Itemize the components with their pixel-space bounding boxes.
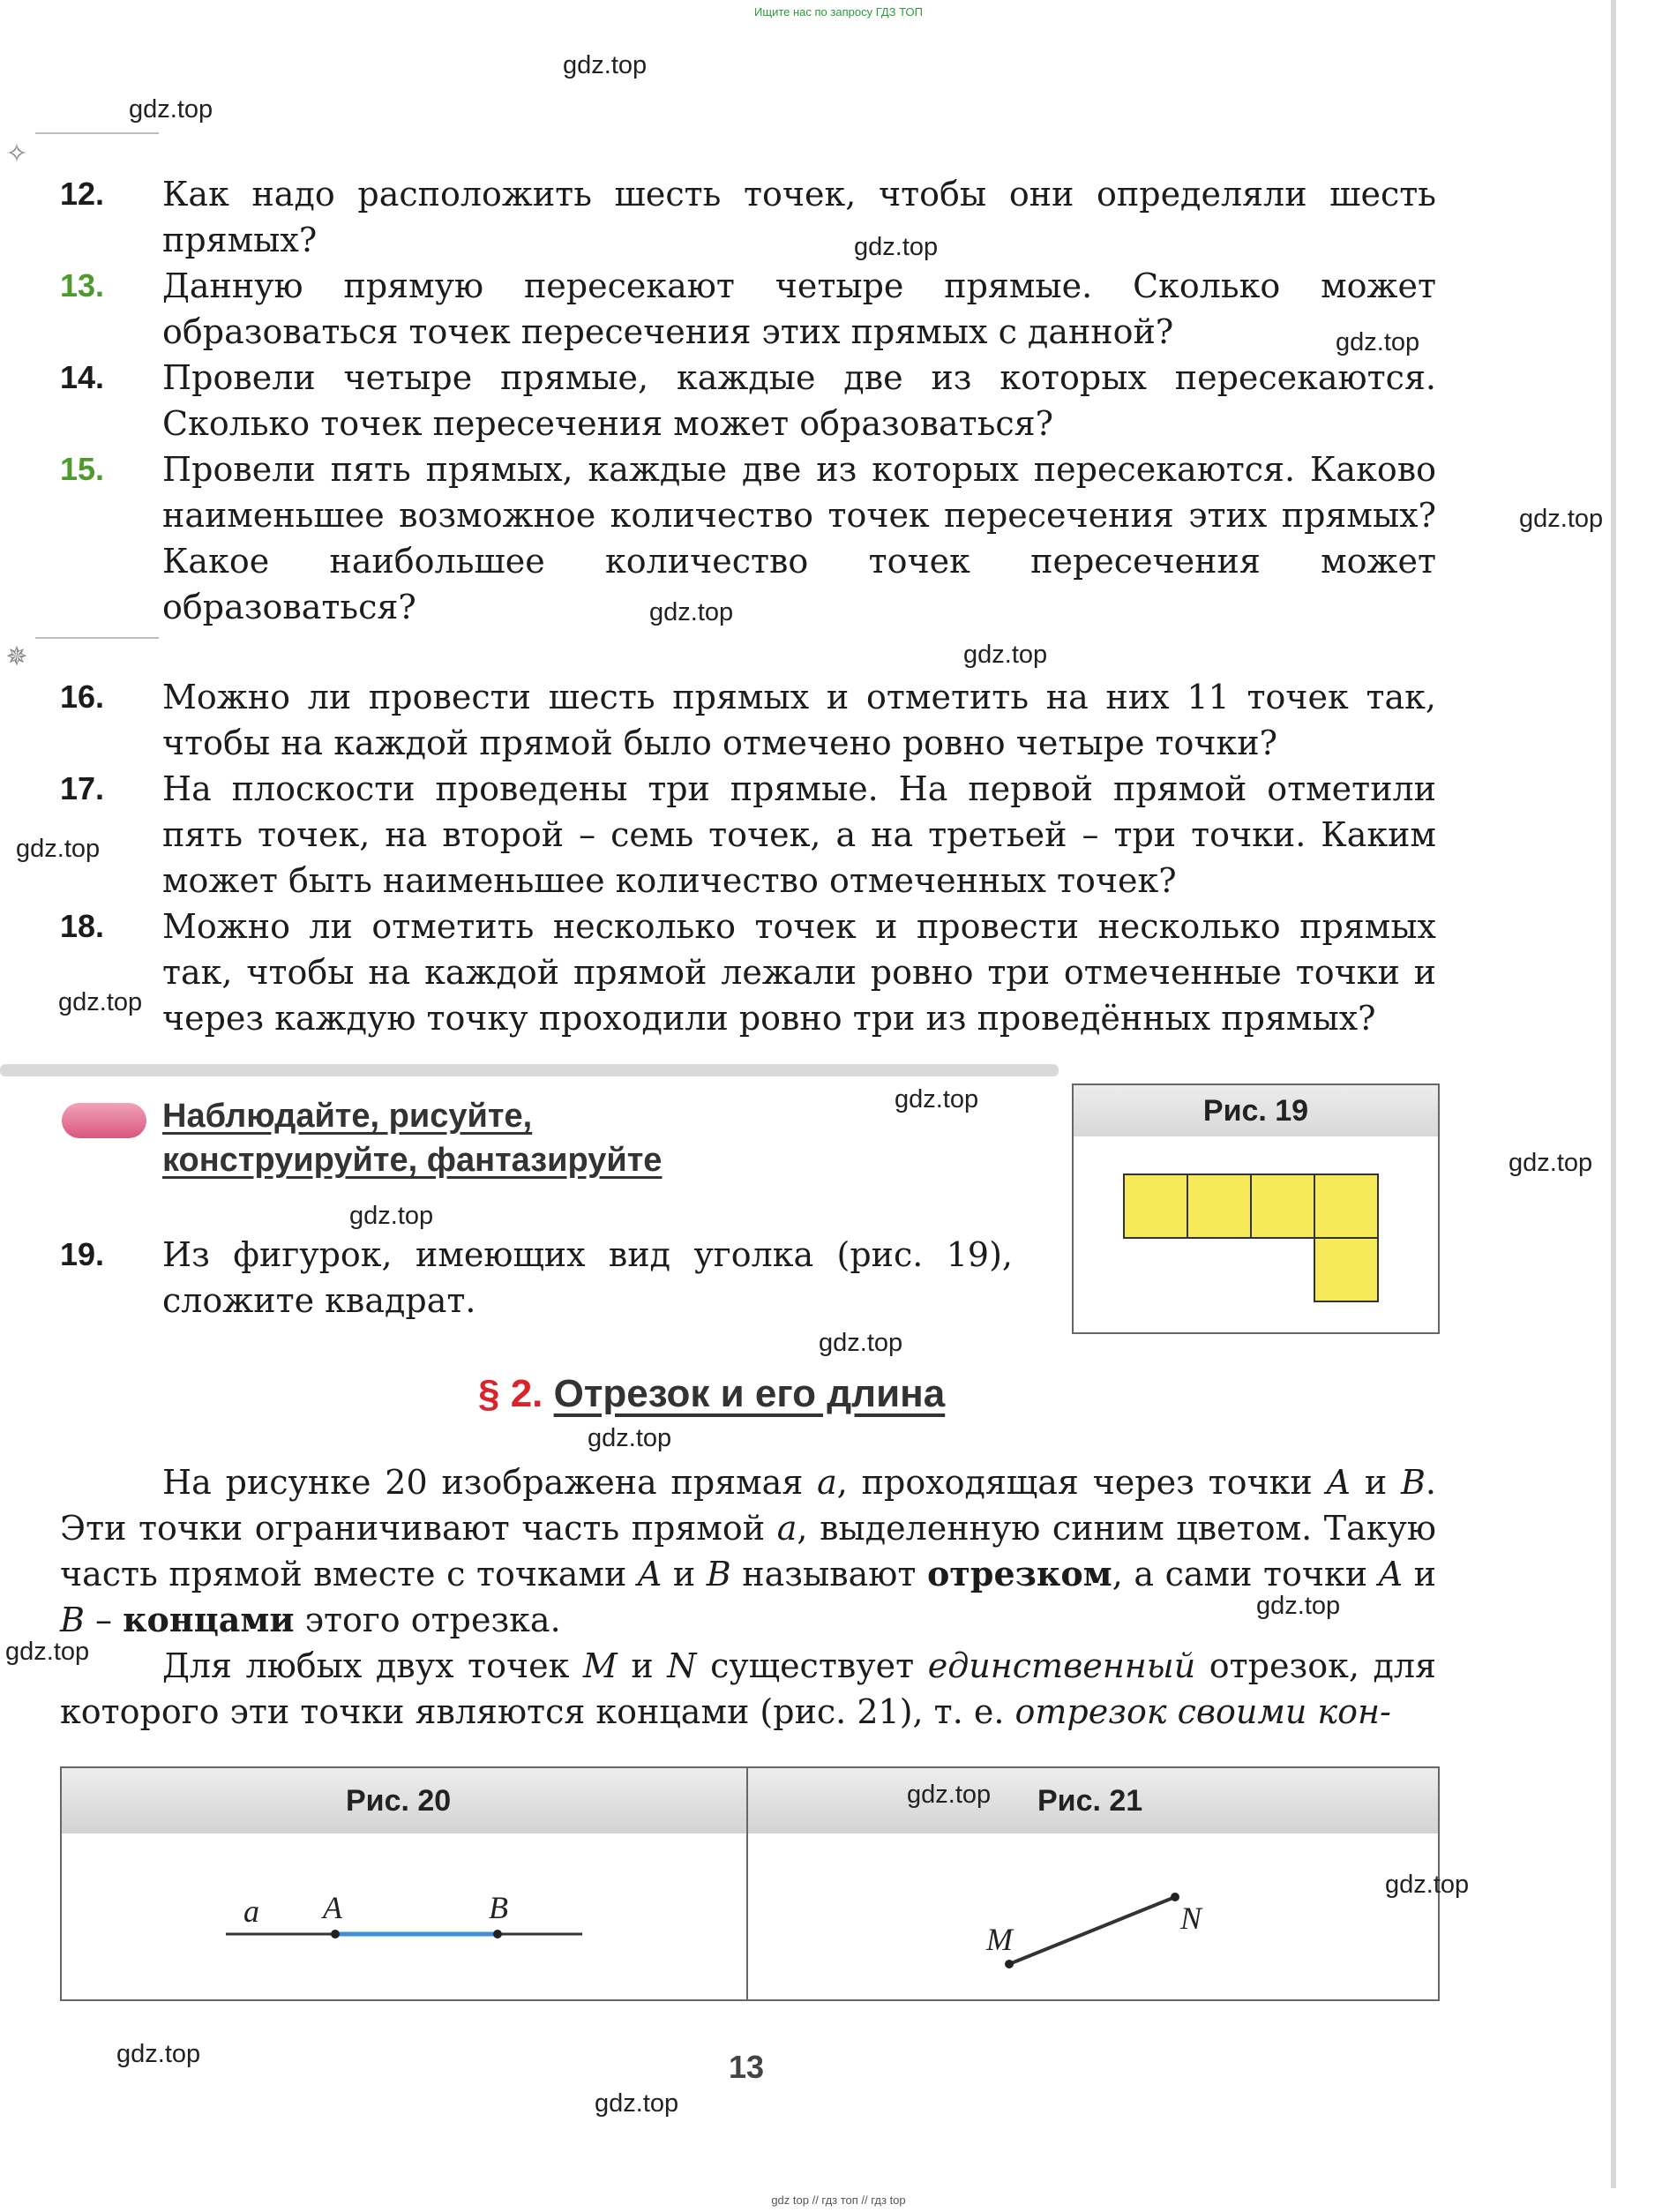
header-note: Ищите нас по запросу ГДЗ ТОП xyxy=(754,5,923,19)
watermark: gdz.top xyxy=(649,598,734,626)
watermark: gdz.top xyxy=(895,1085,979,1113)
point-a-label: A xyxy=(323,1890,342,1925)
point-m-dot xyxy=(1005,1960,1014,1968)
task-number: 19. xyxy=(60,1236,105,1272)
task-14 xyxy=(60,355,1436,446)
task-number: 12. xyxy=(60,176,105,212)
yellow-square xyxy=(1250,1173,1315,1239)
task-16 xyxy=(60,674,1436,766)
figures-drawing xyxy=(62,1833,1438,1998)
task-text: Из фигурок, имеющих вид уголка (рис. 19), сложите квадрат. xyxy=(162,1235,1013,1320)
watermark: gdz.top xyxy=(116,2040,201,2068)
watermark: gdz.top xyxy=(595,2089,679,2118)
yellow-square xyxy=(1314,1173,1379,1239)
task-text: Провели четыре прямые, каждые две из которых пересекаются. Сколько точек пересечения может образоваться? xyxy=(162,358,1436,443)
observe-title-line2: конструируйте, фантазируйте xyxy=(162,1142,663,1179)
task-12 xyxy=(60,171,1436,263)
figure-19 xyxy=(1072,1084,1440,1334)
task-17 xyxy=(60,766,1436,904)
watermark: gdz.top xyxy=(963,641,1048,669)
task-text: Данную прямую пересекают четыре прямые. Сколько может образоваться точек пересечения этих прямых с данной? xyxy=(162,266,1436,351)
watermark: gdz.top xyxy=(129,95,213,124)
task-number: 16. xyxy=(60,679,105,715)
line-a-label: a xyxy=(243,1893,259,1929)
watermark: gdz.top xyxy=(1385,1871,1470,1899)
pink-pill-marker xyxy=(62,1103,146,1138)
watermark: gdz.top xyxy=(588,1424,672,1452)
observe-title-line1: Наблюдайте, рисуйте, xyxy=(162,1098,533,1135)
watermark: gdz.top xyxy=(58,988,143,1016)
watermark: gdz.top xyxy=(349,1202,434,1230)
point-a-dot xyxy=(331,1930,340,1938)
task-13 xyxy=(60,263,1436,355)
task-text: На плоскости проведены три прямые. На первой прямой отметили пять точек, на второй – семь точек, а на третьей – три точки. Каким может быть наименьшее количество отмеченных точек? xyxy=(162,769,1436,900)
section-band xyxy=(0,1064,1059,1076)
task-number: 14. xyxy=(60,359,105,395)
task-number: 17. xyxy=(60,770,105,806)
point-m-label: M xyxy=(986,1922,1013,1957)
page-edge xyxy=(1611,0,1616,2188)
watermark: gdz.top xyxy=(1256,1592,1341,1620)
page-number: 13 xyxy=(729,2049,765,2085)
watermark: gdz.top xyxy=(16,835,101,863)
margin-rule xyxy=(35,132,159,134)
point-n-dot xyxy=(1171,1893,1179,1901)
task-text: Как надо расположить шесть точек, чтобы они определяли шесть прямых? xyxy=(162,175,1436,259)
watermark: gdz.top xyxy=(907,1781,992,1809)
point-n-label: N xyxy=(1180,1901,1202,1936)
task-15 xyxy=(60,446,1436,630)
watermark: gdz.top xyxy=(1509,1149,1593,1177)
task-text: Провели пять прямых, каждые две из которых пересекаются. Каково наименьшее возможное количество точек пересечения этих прямых? Какое наибольшее количество точек пересечения может образоваться? xyxy=(162,450,1436,626)
task-number: 15. xyxy=(60,451,105,487)
task-number: 13. xyxy=(60,267,105,304)
watermark: gdz.top xyxy=(563,51,648,79)
task-18 xyxy=(60,904,1436,1041)
yellow-square xyxy=(1187,1173,1252,1239)
yellow-square xyxy=(1314,1237,1379,1302)
snowflake-marker-icon: ✵ xyxy=(5,641,28,672)
task-text: Можно ли провести шесть прямых и отметить на них 11 точек так, чтобы на каждой прямой было отмечено ровно четыре точки? xyxy=(162,678,1436,762)
margin-rule xyxy=(35,637,159,639)
watermark: gdz.top xyxy=(819,1329,903,1357)
paragraph-segment-definition: На рисунке 20 изображена прямая a, проходящая через точки A и B. Эти точки ограничивают часть прямой a, выделенную синим цветом. Такую часть прямой вместе с точками A и B называют отрезком, а сами точки A и B – концами этого отрезка. xyxy=(60,1463,1436,1639)
point-b-label: B xyxy=(489,1890,508,1925)
paragraph-unique-segment: Для любых двух точек M и N существует единственный отрезок, для которого эти точки являются концами (рис. 21), т. е. отрезок своими кон- xyxy=(60,1646,1436,1731)
watermark: gdz.top xyxy=(5,1638,90,1666)
diamond-marker-icon: ✧ xyxy=(5,139,28,169)
yellow-square xyxy=(1123,1173,1188,1239)
figures-20-21 xyxy=(60,1766,1440,2001)
point-b-dot xyxy=(493,1930,502,1938)
task-19 xyxy=(60,1232,1013,1323)
watermark: gdz.top xyxy=(1336,328,1420,356)
section-mark: § 2. xyxy=(478,1372,543,1415)
watermark: gdz.top xyxy=(1519,505,1604,533)
task-number: 18. xyxy=(60,908,105,944)
segment-mn xyxy=(1009,1897,1175,1964)
task-text: Можно ли отметить несколько точек и провести несколько прямых так, чтобы на каждой прямой лежали ровно три отмеченные точки и через каждую точку проходили ровно три из проведённых прямых? xyxy=(162,907,1436,1038)
footer-note: gdz top // гдз топ // гдз top xyxy=(771,2193,906,2207)
figure-20-caption: Рис. 20 xyxy=(346,1784,452,1818)
figure-header xyxy=(62,1768,1438,1833)
figure-caption: Рис. 19 xyxy=(1074,1085,1438,1136)
figure-21-caption: Рис. 21 xyxy=(1037,1784,1143,1818)
watermark: gdz.top xyxy=(854,233,939,261)
section-title xyxy=(478,1368,945,1421)
section-heading: Отрезок и его длина xyxy=(553,1372,946,1415)
